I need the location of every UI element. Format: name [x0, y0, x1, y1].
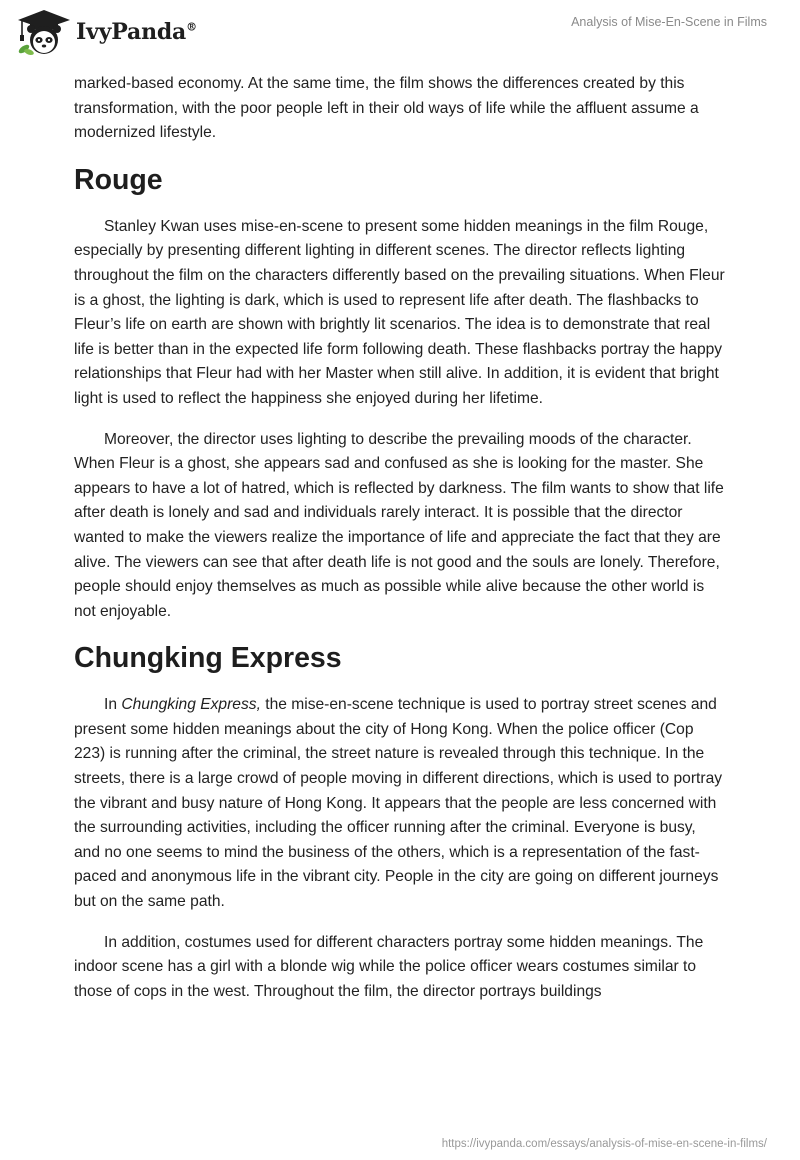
paragraph-chungking-1-body: the mise-en-scene technique is used to portray street scenes and present some hidden meanings about the city of Hong Kong. When the police officer (Cop 223) is running after the criminal, the street nature is revealed through this technique. In the streets, there is a large crowd of people moving in different directions, which is used to portray the vibrant and busy nature of Hong Kong. It appears that the people are less concerned with the surrounding activities, including the officer running after the criminal. Everyone is busy, and no one seems to mind the business of the others, which is a representation of the fast-paced and anonymous life in the vibrant city. People in the city are going on different journeys but on the same path.	[74, 696, 723, 911]
paragraph-rouge-2: Moreover, the director uses lighting to describe the prevailing moods of the character. When Fleur is a ghost, she appears sad and confused as she is looking for the master. She appears to have a lot of hatred, which is reflected by darkness. The film wants to show that life after death is lonely and sad and individuals rarely interact. It is possible that the director wanted to make the viewers realize the importance of life and appreciate the fact that they are alive. The viewers can see that after death life is not good and the souls are lonely. Therefore, people should enjoy themselves as much as possible while alive because the other world is not enjoyable.	[74, 430, 724, 620]
panda-graduate-logo-icon	[14, 6, 72, 56]
registered-mark: ®	[186, 20, 197, 34]
brand-name: IvyPanda®	[76, 19, 197, 45]
paragraph-intro: marked-based economy. At the same time, the film shows the differences created by this transformation, with the poor people left in their old ways of life while the affluent assume a modernized lifestyle.	[74, 75, 699, 142]
footer-url[interactable]: https://ivypanda.com/essays/analysis-of-mise-en-scene-in-films/	[441, 1138, 767, 1150]
paragraph-chungking-2: In addition, costumes used for different characters portray some hidden meanings. The indoor scene has a girl with a blonde wig while the police officer wears costumes similar to those of cops in the west. Throughout the film, the director portrays buildings	[74, 933, 704, 1000]
paragraph-chungking-1-lead: In	[104, 696, 122, 714]
document-title: Analysis of Mise-En-Scene in Films	[571, 15, 767, 29]
heading-rouge: Rouge	[74, 163, 163, 196]
heading-chungking-express: Chungking Express	[74, 642, 342, 675]
essay-content	[74, 72, 726, 1020]
paragraph-chungking-1	[74, 693, 726, 914]
page-header	[0, 0, 800, 70]
film-title-emphasis: Chungking Express,	[121, 696, 261, 714]
paragraph-rouge-1: Stanley Kwan uses mise-en-scene to present some hidden meanings in the film Rouge, especially by presenting different lighting in different scenes. The director reflects lighting throughout the film on the characters differently based on the prevailing situations. When Fleur is a ghost, the lighting is dark, which is used to represent life after death. The flashbacks to Fleur’s life on earth are shown with brightly lit scenarios. The idea is to demonstrate that real life is better than in the expected life form following death. These flashbacks portray the happy relationships that Fleur had with her Master when still alive. In addition, it is evident that bright light is used to reflect the happiness she enjoyed during her lifetime.	[74, 217, 725, 407]
ivypanda-logo[interactable]	[14, 6, 197, 56]
